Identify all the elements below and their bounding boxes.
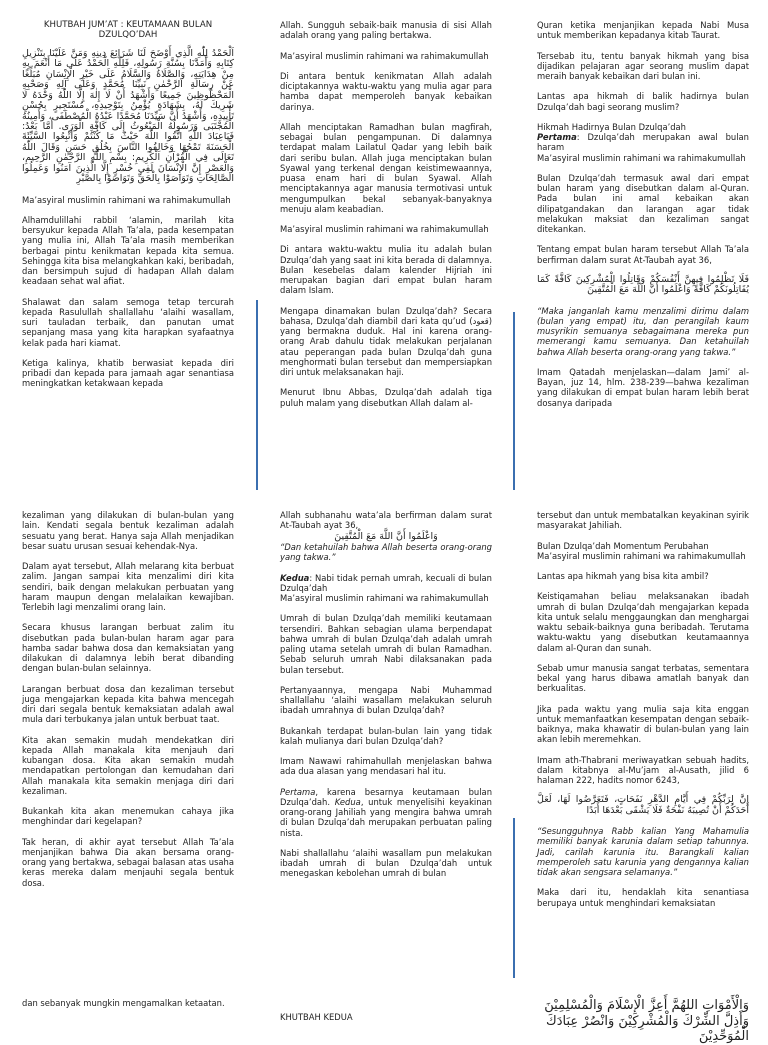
paragraph: Lantas apa hikmah di balik hadirnya bulan Dzulqa’dah bagi seorang muslim? [537,91,749,112]
verse-translation: “Dan ketahuilah bahwa Allah beserta orang-orang yang takwa.” [280,542,492,563]
paragraph: Ma’asyiral muslimin rahimani wa rahimakumullah [537,550,746,561]
section-heading: Hikmah Hadirnya Bulan Dzulqa’dah [537,121,686,132]
paragraph: Imam Qatadah menjelaskan—dalam Jami’ al-Bayan, juz 14, hlm. 238-239—bahwa kezaliman yang dilakukan di empat bulan haram lebih berat dosanya daripada [537,366,749,408]
paragraph: Larangan berbuat dosa dan kezaliman tersebut juga mengajarkan kepada kita bahwa mencegah diri dari segala bentuk kemaksiatan adalah awal mula dari terbukanya jalan untuk berbuat taat. [22,683,234,725]
paragraph: Pertanyaannya, mengapa Nabi Muhammad shallallahu ‘alaihi wasallam melakukan seluruh ibadah umrahnya di bulan Dzulqa’dah? [280,684,492,716]
paragraph: Ma’asyiral muslimin rahimani wa rahimakumullah [22,194,231,205]
column-divider [513,818,515,978]
paragraph: Ma’asyiral muslimin rahimani wa rahimakumullah [280,50,489,61]
paragraph [280,787,492,838]
column-divider [513,312,515,490]
paragraph: Jika pada waktu yang mulia saja kita enggan untuk memanfaatkan kesempatan dengan sebaik-baiknya, maka khawatir di bulan-bulan yang lain akan lebih meremehkan. [537,703,749,745]
band3-column-2 [280,1012,492,1038]
paragraph: Sebab umur manusia sangat terbatas, sementara bekal yang harus dibawa amatlah banyak dan berkualitas. [537,662,749,694]
paragraph: Ketiga kalinya, khatib berwasiat kepada diri pribadi dan kepada para jamaah agar senantiasa meningkatkan ketakwaan kepada [22,357,234,389]
arabic-opening: اَلْحَمْدُ لِلّٰهِ الَّذِي أَوْضَحَ لَنَا شَرَائِعَ دِينِهِ وَمَنَّ عَلَيْنَا بِتَنْزِيلِ كِتَابِهِ وَأَمَدَّنَا بِسُنَّةِ رَسُولِهِ، فَلِلّٰهِ الْحَمْدُ عَلَى مَا أَنْعَمَ بِهِ مِنْ هِدَايَتِهِ، وَالصَّلَاةُ وَالسَّلَامُ عَلَى خَيْرِ الْإِنْسَانِ مُبَلِّغًا عَنْ رِسَالَةِ الرَّحْمٰنِ نَبِيِّنَا مُحَمَّدٍ وَعَلَى آلِهِ وَصَحْبِهِ الْمَحْظُوظِينَ جَمِيعًا وَأَشْهَدُ أَنْ لَا إِلٰهَ إِلَّا اللّٰهُ وَحْدَهُ لَا شَرِيكَ لَهُ، بِشَهَادَةٍ يُؤْمِنُ بِتَوْحِيدِهِ، مُسْتَجِيرٍ بِحُسْنِ تَأْيِيدِهِ، وَأَشْهَدُ أَنَّ سَيِّدَنَا مُحَمَّدًا عَبْدُهُ الْمُصْطَفَى، وَأَمِينُهُ الْمُجْتَبَى وَرَسُولُهُ الْمَبْعُوثُ إِلَى كَافَّةِ الْوَرَى. أَمَّا بَعْدُ: فَيَاعِبَادَ اللّٰهِ اتَّقُوا اللّٰهَ حَيْثُ مَا كُنْتُمْ وَأَتْبِعُوا السَّيِّئَةَ الْحَسَنَةَ تَمْحُهَا وَخَالِقُوا النَّاسَ بِخُلُقٍ حَسَنٍ وَقَالَ اللّٰهُ تَعَالَى فِي الْقُرْآنِ الْكَرِيمِ: بِسْمِ اللّٰهِ الرَّحْمٰنِ الرَّحِيمِ، وَالْعَصْرِ إِنَّ الْإِنْسَانَ لَفِي خُسْرٍ إِلَّا الَّذِينَ آمَنُوا وَعَمِلُوا الصَّالِحَاتِ وَتَوَاصَوْا بِالْحَقِّ وَتَوَاصَوْا بِالصَّبْرِ [22,47,234,185]
document-title: KHUTBAH JUM’AT : KEUTAMAAN BULAN DZULQO’DAH [43,20,213,41]
point-label: Kedua [334,796,361,807]
arabic-verse: وَاعْلَمُوا أَنَّ اللَّهَ مَعَ الْمُتَّقِينَ [334,530,438,542]
paragraph: Bukankah kita akan menemukan cahaya jika menghindar dari kegelapan? [22,806,234,827]
paragraph: Tersebab itu, tentu banyak hikmah yang bisa dijadikan pelajaran agar seorang muslim dapat meraih banyak kebaikan dari bulan ini. [537,50,749,81]
verse-translation: “Maka janganlah kamu menzalimi dirimu dalam (bulan yang empat) itu, dan perangilah kaum musyrikin semuanya sebagaimana mereka pun memerangi kamu semuanya. Dan ketahuilah bahwa Allah beserta orang-orang yang takwa.” [537,305,749,357]
arabic-hadith: إِنَّ لِرَبِّكُمْ فِي أَيَّامِ الدَّهْرِ نَفَحَاتٍ، فَتَعَرَّضُوا لَهَا، لَعَلَّ أَحَدَكُمْ أَنْ تُصِيبَهُ نَفْحَةٌ فَلَا يَشْقَى بَعْدَهَا أَبَدًا [537,794,749,816]
paragraph: Bulan Dzulqa’dah termasuk awal dari empat bulan haram yang disebutkan dalam al-Quran. Pada bulan ini amal kebaikan akan dilipatgandakan dan larangan agar tidak melakukan maksiat dan kezaliman sangat ditekankan. [537,172,749,234]
paragraph-text: : Nabi tidak pernah umrah, kecuali di bulan Dzulqa’dah [280,572,492,593]
column-divider [256,300,258,490]
band1-column-2 [280,20,492,440]
paragraph: Tentang empat bulan haram tersebut Allah Ta’ala berfirman dalam surat At-Taubah ayat 36, [537,244,749,265]
paragraph: Shalawat dan salam semoga tetap tercurah kepada Rasulullah shallallahu ‘alaihi wasallam, suri tauladan terbaik, dan panutan umat sepanjang masa yang kita harapkan syafaatnya kelak pada hari kiamat. [22,296,234,348]
paragraph-text: , karena besarnya keutamaan bulan Dzulqa’dah. [280,786,492,807]
paragraph: Quran ketika menjanjikan kepada Nabi Musa untuk memberikan kepadanya kitab Taurat. [537,20,749,41]
paragraph: Ma’asyiral muslimin rahimani wa rahimakumullah [280,593,489,604]
band3-column-1 [22,998,234,1024]
paragraph-text: : Dzulqa’dah merupakan awal bulan haram [537,132,749,153]
section-heading: KHUTBAH KEDUA [280,1012,353,1022]
paragraph: Nabi shallallahu ‘alaihi wasallam pun melakukan ibadah umrah di bulan Dzulqa’dah untuk menegaskan kebolehan umrah di bulan [280,847,492,879]
paragraph: Lantas apa hikmah yang bisa kita ambil? [537,571,709,581]
arabic-prayer: وَالْأَمْوَاتِ اللهُمَّ أَعِزَّ الْإِسْلَامَ وَالْمُسْلِمِيْنَ وَأَذِلَّ الشِّرْكَ وَالْمُشْرِكِيْنَ وَانْصُرْ عِبَادَكَ الْمُوَحِّدِيْنَ [544,998,749,1045]
paragraph [537,132,749,153]
band2-column-1 [22,510,234,950]
paragraph: Allah. Sungguh sebaik-baik manusia di sisi Allah adalah orang yang paling bertakwa. [280,20,492,41]
paragraph: Maka dari itu, hendaklah kita senantiasa berupaya untuk menghindari kemaksiatan [537,887,749,908]
paragraph: Di antara waktu-waktu mulia itu adalah bulan Dzulqa’dah yang saat ini kita berada di dalamnya. Bulan kesebelas dalam kalender Hijriah ini merupakan bagian dari empat bulan haram dalam Islam. [280,244,492,296]
paragraph: Tak heran, di akhir ayat tersebut Allah Ta’ala menjanjikan bahwa Dia akan bersama orang-orang yang bertakwa, sebagai balasan atas usaha keras mereka dalam menjauhi segala bentuk dosa. [22,836,234,888]
paragraph: Bukankah terdapat bulan-bulan lain yang tidak kalah mulianya dari bulan Dzulqa’dah? [280,725,492,746]
paragraph: Mengapa dinamakan bulan Dzulqa’dah? Secara bahasa, Dzulqa’dah diambil dari kata qu’ud (قعود) yang bermakna duduk. Hal ini karena orang-orang Arab dahulu tidak melakukan perjalanan atau peperangan pada bulan Dzulqa’dah guna menghormati bulan tersebut dan mempersiapkan diri untuk melaksanakan haji. [280,305,492,377]
paragraph: Imam Nawawi rahimahullah menjelaskan bahwa ada dua alasan yang mendasari hal itu. [280,756,492,777]
paragraph: Alhamdulillahi rabbil ‘alamin, marilah kita bersyukur kepada Allah Ta’ala, pada kesempatan yang mulia ini, Allah Ta’ala masih memberikan berbagai pintu kenikmatan kepada kita semua. Sehingga kita bisa melangkahkan kaki, beribadah, dan bersimpuh sujud di hadapan Allah dalam keadaan sehat wal afiat. [22,214,234,287]
band2-column-2 [280,510,492,950]
paragraph: kezaliman yang dilakukan di bulan-bulan yang lain. Kendati segala bentuk kezaliman adalah sesuatu yang berat. Hanya saja Allah menjadikan besar suatu urusan sesuai kehendak-Nya. [22,510,234,551]
band1-column-1 [22,20,234,440]
section-heading: Bulan Dzulqa’dah Momentum Perubahan [537,540,709,551]
arabic-verse: فَلَا تَظْلِمُوا فِيهِنَّ أَنْفُسَكُمْ وَقَاتِلُوا الْمُشْرِكِينَ كَافَّةً كَمَا يُقَاتِلُونَكُمْ كَافَّةً وَاعْلَمُوا أَنَّ اللَّهَ مَعَ الْمُتَّقِينَ [537,273,749,296]
point-label: Kedua [280,572,310,583]
paragraph: Menurut Ibnu Abbas, Dzulqa’dah adalah tiga puluh malam yang disebutkan Allah dalam al- [280,387,492,408]
point-label: Pertama [537,132,577,142]
paragraph: Allah subhanahu wata’ala berfirman dalam surat At-Taubah ayat 36, [280,510,492,531]
paragraph: Keistiqamahan beliau melaksanakan ibadah umrah di bulan Dzulqa’dah mengajarkan kepada kita untuk selalu menggaungkan dan menghargai waktu sebaik-baiknya guna beribadah. Terutama waktu-waktu yang disebutkan keutamaannya dalam al-Quran dan sunah. [537,591,749,653]
band3-column-3 [537,998,749,1045]
paragraph: Umrah di bulan Dzulqa’dah memiliki keutamaan tersendiri. Bahkan sebagian ulama berpendapat bahwa umrah di bulan Dzulqa’dah adalah umrah paling utama setelah umrah di bulan Ramadhan. Sebab seluruh umrah Nabi dilaksanakan pada bulan tersebut. [280,613,492,675]
paragraph: Allah menciptakan Ramadhan bulan magfirah, sebagai bulan pengampunan. Di dalamnya terdapat malam Lailatul Qadar yang lebih baik dari seribu bulan. Allah juga menciptakan bulan Syawal yang terkenal dengan keistimewaannya, puasa enam hari di bulan Syawal. Allah menciptakannya agar manusia termotivasi untuk mengumpulkan bekal sebanyak-banyaknya menuju alam keabadian. [280,121,492,214]
paragraph: Ma’asyiral muslimin rahimani wa rahimakumullah [280,224,489,234]
paragraph: Di antara bentuk kenikmatan Allah adalah diciptakannya waktu-waktu yang mulia agar para hamba dapat memperoleh banyak kebaikan darinya. [280,70,492,112]
hadith-translation: “Sesungguhnya Rabb kalian Yang Mahamulia memiliki banyak karunia dalam setiap tahunnya. Jadi, carilah karunia itu. Barangkali kalian memperoleh satu karunia yang dengannya kalian tidak akan sengsara selamanya.” [537,826,749,878]
paragraph: Ma’asyiral muslimin rahimani wa rahimakumullah [537,152,746,163]
paragraph: Dalam ayat tersebut, Allah melarang kita berbuat zalim. Jangan sampai kita menzalimi diri kita sendiri, baik dengan melakukan perbuatan yang haram maupun dengan melalaikan kewajiban. Terlebih lagi menzalimi orang lain. [22,561,234,612]
paragraph [280,573,492,594]
band1-column-3 [537,20,749,440]
paragraph-text: , untuk menyelisihi keyakinan orang-orang Jahiliah yang mengira bahwa umrah di bulan Dzulqa’dah merupakan perbuatan paling nista. [280,796,492,838]
paragraph: dan sebanyak mungkin mengamalkan ketaatan. [22,998,225,1008]
paragraph: tersebut dan untuk membatalkan keyakinan syirik masyarakat Jahiliah. [537,510,749,531]
band2-column-3 [537,510,749,950]
paragraph: Secara khusus larangan berbuat zalim itu disebutkan pada bulan-bulan haram agar para hamba sadar bahwa dosa dan kemaksiatan yang dilakukan di dalamnya lebih berat dibanding dengan bulan-bulan selainnya. [22,622,234,674]
paragraph: Imam ath-Thabrani meriwayatkan sebuah hadits, dalam kitabnya al-Mu’jam al-Ausath, jilid 6 halaman 222, hadits nomor 6243, [537,754,749,785]
paragraph: Kita akan semakin mudah mendekatkan diri kepada Allah manakala kita menjauh dari kubangan dosa. Kita akan semakin mudah mendapatkan pertolongan dan kemudahan dari Allah manakala kita semakin menjaga diri dari kezaliman. [22,734,234,796]
point-label: Pertama [280,786,316,797]
